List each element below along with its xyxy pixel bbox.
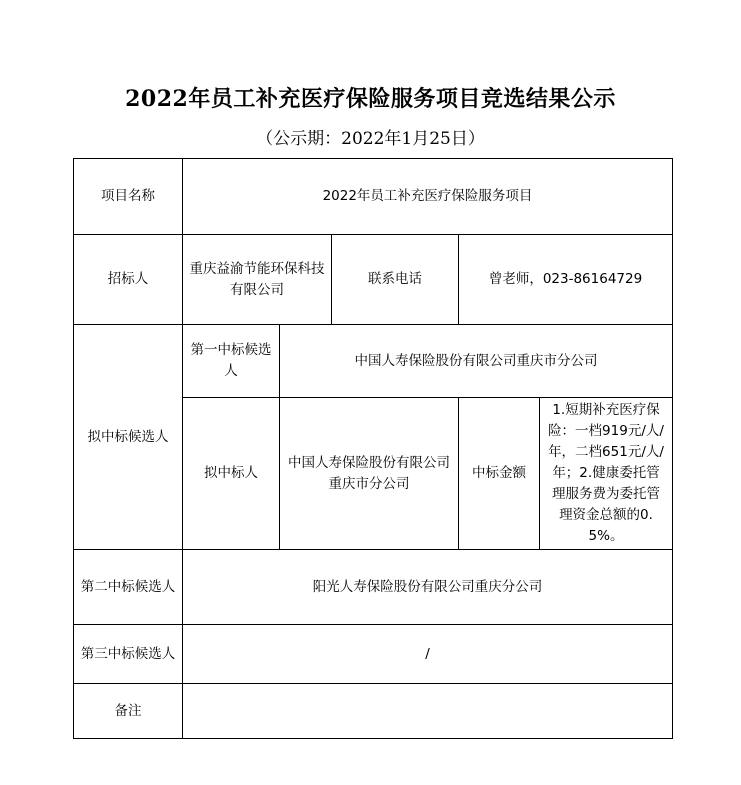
second-candidate-label: 第二中标候选人 xyxy=(74,550,183,625)
first-candidate-value: 中国人寿保险股份有限公司重庆市分公司 xyxy=(280,325,673,398)
proposed-candidate-label: 拟中标候选人 xyxy=(74,325,183,550)
proposed-winner-label: 拟中标人 xyxy=(183,398,280,550)
third-candidate-value: / xyxy=(183,625,673,684)
third-candidate-row xyxy=(74,625,673,684)
tenderer-value: 重庆益渝节能环保科技有限公司 xyxy=(183,235,332,325)
publicity-period: （公示期：2022年1月25日） xyxy=(256,129,485,149)
contact-phone-label: 联系电话 xyxy=(332,235,459,325)
second-candidate-value: 阳光人寿保险股份有限公司重庆分公司 xyxy=(183,550,673,625)
project-name-row xyxy=(74,159,673,235)
tenderer-label: 招标人 xyxy=(74,235,183,325)
bid-amount-label: 中标金额 xyxy=(459,398,540,550)
remarks-value xyxy=(183,684,673,739)
third-candidate-label: 第三中标候选人 xyxy=(74,625,183,684)
bid-amount-value: 1.短期补充医疗保险：一档919元/人/年，二档651元/人/年；2.健康委托管理服务费为委托管理资金总额的0.5%。 xyxy=(540,398,673,550)
project-name-label: 项目名称 xyxy=(74,159,183,235)
first-candidate-label: 第一中标候选人 xyxy=(183,325,280,398)
result-table xyxy=(73,158,673,739)
remarks-label: 备注 xyxy=(74,684,183,739)
project-name-value: 2022年员工补充医疗保险服务项目 xyxy=(183,159,673,235)
document-title: 2022年员工补充医疗保险服务项目竞选结果公示 xyxy=(125,86,616,112)
remarks-row xyxy=(74,684,673,739)
contact-phone-value: 曾老师，023-86164729 xyxy=(459,235,673,325)
tenderer-row xyxy=(74,235,673,325)
first-candidate-row xyxy=(74,325,673,398)
proposed-winner-value: 中国人寿保险股份有限公司重庆市分公司 xyxy=(280,398,459,550)
second-candidate-row xyxy=(74,550,673,625)
